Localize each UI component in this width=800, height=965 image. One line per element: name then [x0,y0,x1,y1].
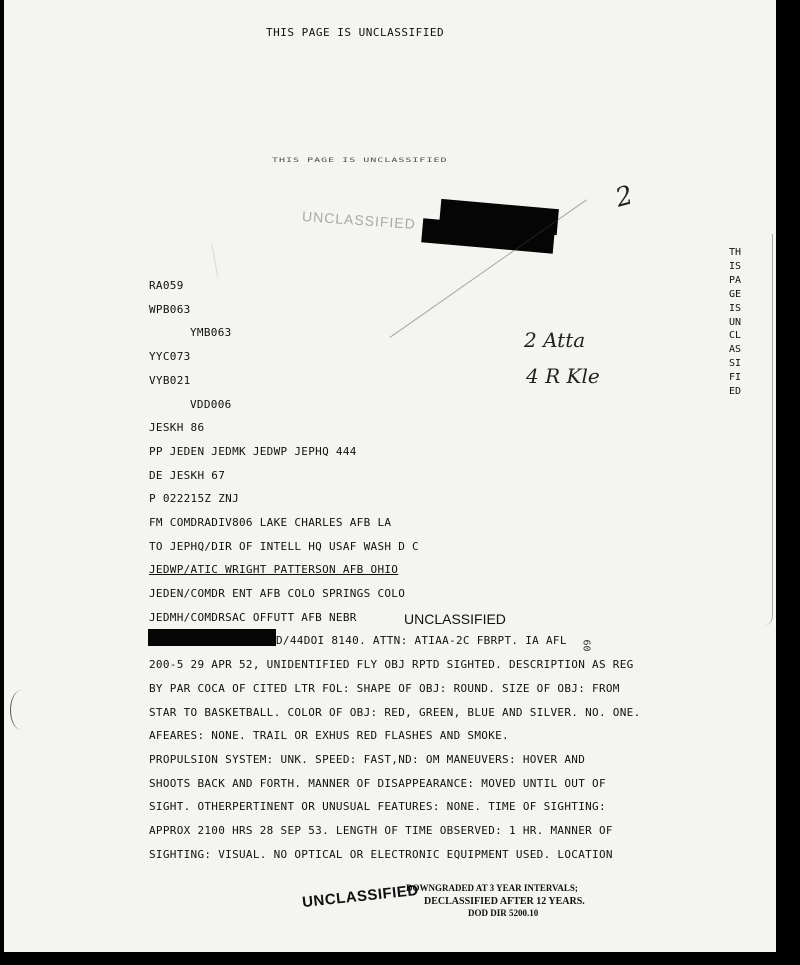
document-page [4,0,776,952]
downgrade-notice: DOWNGRADED AT 3 YEAR INTERVALS; [406,883,578,893]
routing-line: VYB021 [149,374,191,387]
routing-line: TO JEPHQ/DIR OF INTELL HQ USAF WASH D C [149,540,419,553]
body-line: AFEARES: NONE. TRAIL OR EXHUS RED FLASHES AND SMOKE. [149,729,509,742]
body-line: SIGHT. OTHERPERTINENT OR UNUSUAL FEATURES: NONE. TIME OF SIGHTING: [149,800,606,813]
routing-line: JESKH 86 [149,421,205,434]
unclassified-stamp-bottom: UNCLASSIFIED [301,881,420,912]
routing-line: JEDMH/COMDRSAC OFFUTT AFB NEBR [149,611,357,624]
routing-line: RA059 [149,279,184,292]
side-classification-band [722,234,773,626]
routing-line: YYC073 [149,350,191,363]
left-margin-scribble [10,690,33,730]
routing-line: VDD006 [190,398,232,411]
redaction-bar-body [148,629,276,646]
handwritten-note-rkle: 4 R Kle [526,364,600,388]
routing-line: JEDWP/ATIC WRIGHT PATTERSON AFB OHIO [149,563,399,576]
body-line: BY PAR COCA OF CITED LTR FOL: SHAPE OF OBJ: ROUND. SIZE OF OBJ: FROM [149,682,620,695]
body-line: APPROX 2100 HRS 28 SEP 53. LENGTH OF TIME OBSERVED: 1 HR. MANNER OF [149,824,613,837]
margin-number: 60 [580,639,592,652]
routing-line: JEDEN/COMDR ENT AFB COLO SPRINGS COLO [149,587,406,600]
body-line: STAR TO BASKETBALL. COLOR OF OBJ: RED, GREEN, BLUE AND SILVER. NO. ONE. [149,706,641,719]
handwritten-scrawl-left [211,237,257,278]
unclassified-stamp-middle: UNCLASSIFIED [404,611,506,627]
routing-line: PP JEDEN JEDMK JEDWP JEPHQ 444 [149,445,357,458]
body-line: PROPULSION SYSTEM: UNK. SPEED: FAST,ND: OM MANEUVERS: HOVER AND [149,753,586,766]
body-line: 200-5 29 APR 52, UNIDENTIFIED FLY OBJ RPTD SIGHTED. DESCRIPTION AS REG [149,658,634,671]
handwritten-note-atta: 2 Atta [524,328,586,352]
handwritten-note-2: 2 [612,180,637,214]
side-classification-text: THIS PAGE IS UNCLASSIFIED [728,247,742,398]
body-line: D/44DOI 8140. ATTN: ATIAA-2C FBRPT. IA AFL [276,634,567,647]
routing-line: YMB063 [190,326,232,339]
unclassified-stamp-top: UNCLASSIFIED [301,208,417,232]
classification-header: THIS PAGE IS UNCLASSIFIED [266,26,445,39]
routing-line: P 022215Z ZNJ [149,492,239,505]
body-line: SIGHTING: VISUAL. NO OPTICAL OR ELECTRONIC EQUIPMENT USED. LOCATION [149,848,613,861]
classification-header-faded: THIS PAGE IS UNCLASSIFIED [272,157,448,164]
routing-line: DE JESKH 67 [149,469,226,482]
declassified-notice: DECLASSIFIED AFTER 12 YEARS. [424,896,585,907]
body-line: SHOOTS BACK AND FORTH. MANNER OF DISAPPEARANCE: MOVED UNTIL OUT OF [149,777,606,790]
routing-line: FM COMDRADIV806 LAKE CHARLES AFB LA [149,516,392,529]
routing-line: WPB063 [149,303,191,316]
directive-notice: DOD DIR 5200.10 [468,908,539,918]
